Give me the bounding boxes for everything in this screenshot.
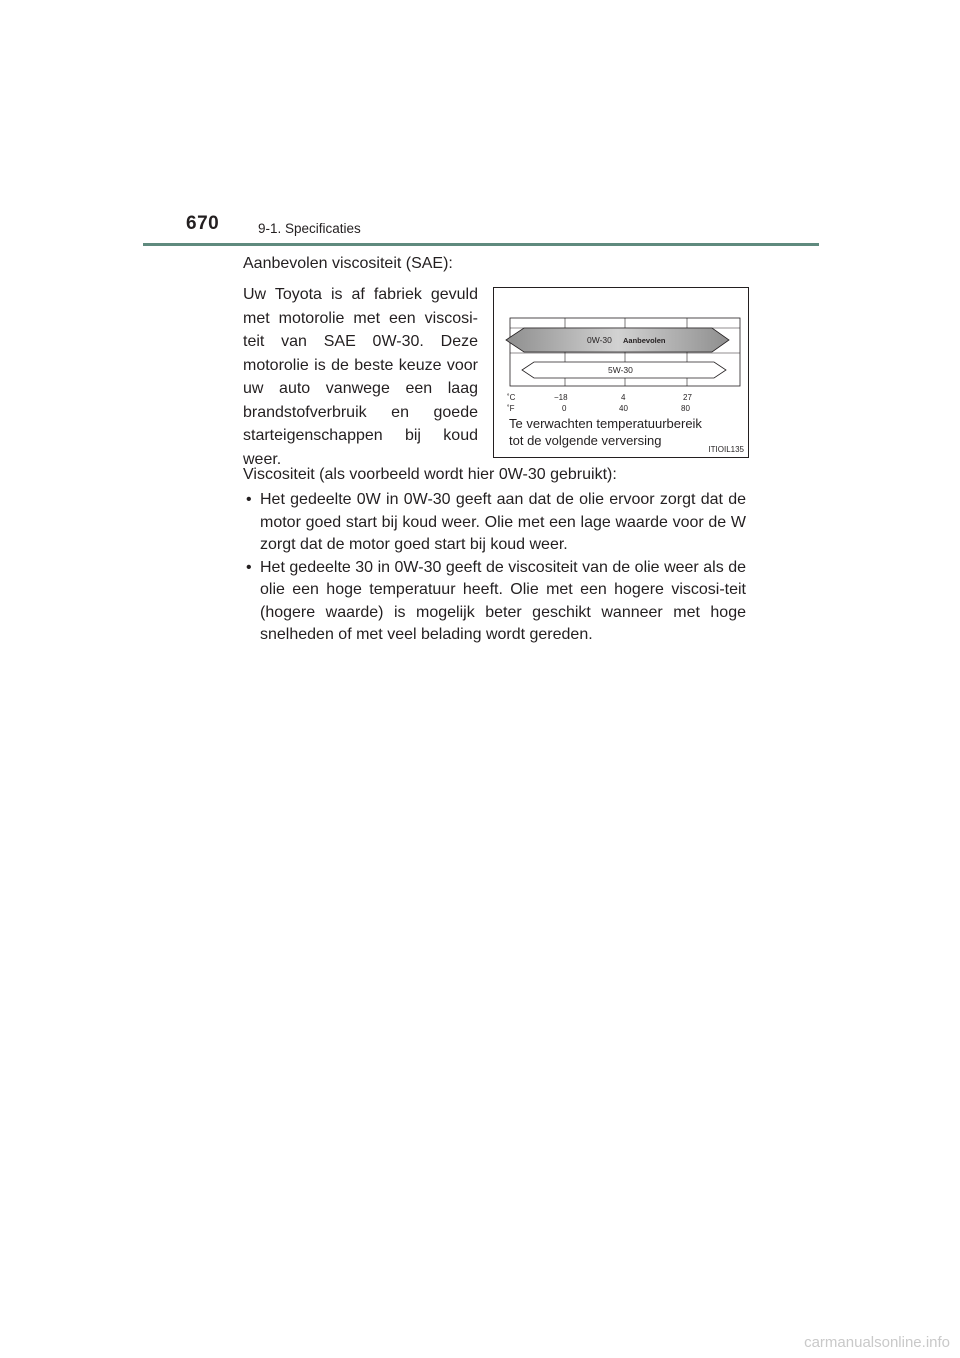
celsius-unit-label: ˚C (507, 393, 516, 402)
watermark: carmanualsonline.info (804, 1334, 950, 1351)
recommended-grade-arrow (506, 328, 729, 352)
other-grade-label: 5W-30 (608, 365, 633, 375)
fahrenheit-tick: 80 (681, 404, 690, 413)
list-item (243, 489, 746, 557)
recommended-label: Aanbevolen (623, 336, 666, 345)
intro-paragraph: Uw Toyota is af fabriek gevuld met motorolie met een viscosi-teit van SAE 0W-30. Deze motorolie is de beste keuze voor uw auto vanwege een laag brandstofverbruik en goede starteigenschappen bij koud weer. (243, 286, 478, 468)
fahrenheit-tick: 0 (562, 404, 567, 413)
celsius-tick: −18 (554, 393, 568, 402)
figure-caption-line: Te verwachten temperatuurbereik (509, 416, 702, 431)
celsius-tick: 4 (621, 393, 626, 402)
bullet-icon: • (246, 491, 252, 508)
viscosity-explanation-heading: Viscositeit (als voorbeeld wordt hier 0W-30 gebruikt): (243, 466, 617, 483)
figure-caption (509, 415, 702, 449)
fahrenheit-unit-label: ˚F (507, 404, 515, 413)
viscosity-temperature-figure (493, 287, 749, 458)
section-title: 9-1. Specificaties (258, 221, 361, 236)
viscosity-bullet-list (243, 489, 746, 647)
figure-caption-line: tot de volgende verversing (509, 433, 662, 448)
header-divider (143, 243, 819, 246)
figure-code: ITIOIL135 (708, 445, 744, 454)
bullet-text: Het gedeelte 30 in 0W-30 geeft de viscositeit van de olie weer als de olie een hoge temperatuur heeft. Olie met een hogere viscosi-teit (hogere waarde) is mogelijk beter geschikt wanneer met hoge snelheden of met veel belading wordt gereden. (260, 558, 746, 643)
bullet-text: Het gedeelte 0W in 0W-30 geeft aan dat de olie ervoor zorgt dat de motor goed start bij koud weer. Olie met een lage waarde voor de W zorgt dat de motor goed start bij koud weer. (260, 491, 746, 553)
recommended-grade-label: 0W-30 (587, 335, 612, 345)
recommended-viscosity-heading: Aanbevolen viscositeit (SAE): (243, 255, 453, 272)
list-item (243, 557, 746, 647)
bullet-icon: • (246, 558, 252, 576)
celsius-tick: 27 (683, 393, 692, 402)
fahrenheit-tick: 40 (619, 404, 628, 413)
page-number: 670 (186, 213, 220, 234)
